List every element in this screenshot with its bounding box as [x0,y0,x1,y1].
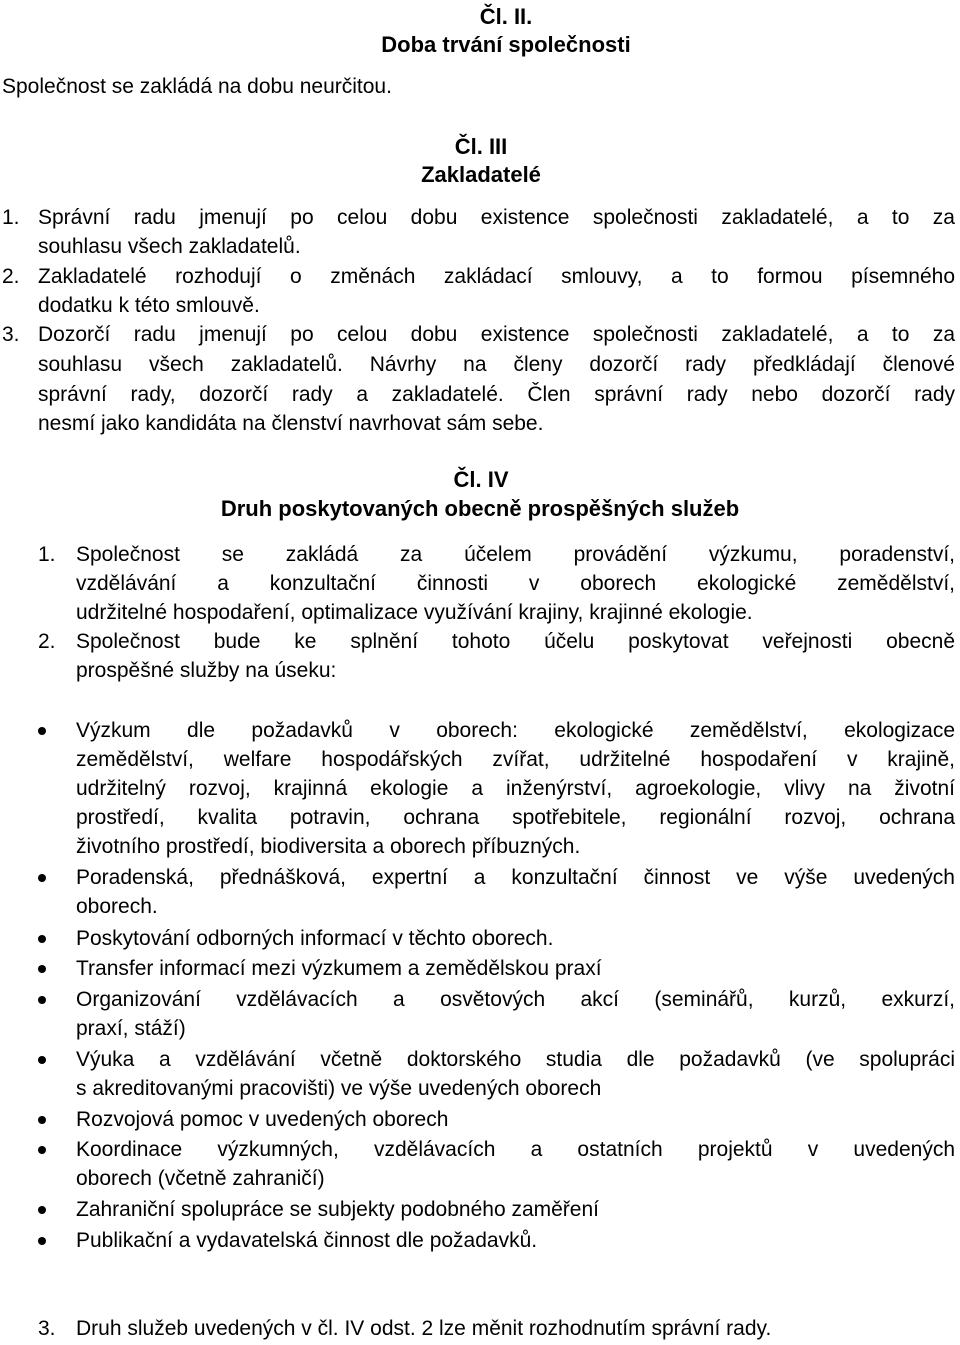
article-3-item-2-line-1: Zakladatelé rozhodují o změnách zakládací smlouvy, a to formou písemného [38,265,955,288]
bullet-8-line-1: Koordinace výzkumných, vzdělávacích a ostatních projektů v uvedených [76,1138,955,1161]
article-3-item-1-number: 1. [2,206,20,229]
bullet-3-dot [38,935,46,943]
bullet-3-line-1: Poskytování odborných informací v těchto oborech. [76,927,554,950]
article-2-text: Společnost se zakládá na dobu neurčitou. [2,75,392,98]
article-4-item-1-line-2: vzdělávání a konzultační činnosti v oborech ekologické zemědělství, [76,572,955,595]
article-3-item-2-number: 2. [2,265,20,288]
bullet-4-dot [38,965,46,973]
article-4-item-3-text: Druh služeb uvedených v čl. IV odst. 2 lze měnit rozhodnutím správní rady. [76,1317,772,1340]
article-2-title: Doba trvání společnosti [381,32,631,57]
article-3-item-2-line-2: dodatku k této smlouvě. [38,294,260,317]
bullet-7-dot [38,1116,46,1124]
bullet-9-line-1: Zahraniční spolupráce se subjekty podobného zaměření [76,1198,599,1221]
article-2-number: Čl. II. [479,4,533,29]
bullet-5-line-1: Organizování vzdělávacích a osvětových akcí (seminářů, kurzů, exkurzí, [76,988,955,1011]
article-4-item-1-number: 1. [38,543,56,566]
bullet-10-dot [38,1237,46,1245]
bullet-2-line-1: Poradenská, přednášková, expertní a konzultační činnost ve výše uvedených [76,866,955,889]
article-4-item-2-line-1: Společnost bude ke splnění tohoto účelu poskytovat veřejnosti obecně [76,630,955,653]
article-3-item-3-line-1: Dozorčí radu jmenují po celou dobu existence společnosti zakladatelé, a to za [38,323,955,346]
bullet-2-dot [38,874,46,882]
bullet-8-dot [38,1146,46,1154]
bullet-5-line-2: praxí, stáží) [76,1017,186,1040]
bullet-5-dot [38,996,46,1004]
article-4-item-3-number: 3. [38,1317,56,1340]
bullet-6-dot [38,1056,46,1064]
bullet-8-line-2: oborech (včetně zahraničí) [76,1167,325,1190]
article-3-item-3-line-4: nesmí jako kandidáta na členství navrhovat sám sebe. [38,412,544,435]
bullet-1-line-5: životního prostředí, biodiversita a oborech příbuzných. [76,835,581,858]
article-4-item-2-line-2: prospěšné služby na úseku: [76,659,337,682]
bullet-1-line-3: udržitelný rozvoj, krajinná ekologie a inženýrství, agroekologie, vlivy na životní [76,777,955,800]
bullet-1-line-1: Výzkum dle požadavků v oborech: ekologické zemědělství, ekologizace [76,719,955,742]
article-3-item-1-line-1: Správní radu jmenují po celou dobu existence společnosti zakladatelé, a to za [38,206,955,229]
bullet-1-line-2: zemědělství, welfare hospodářských zvířat, udržitelné hospodaření v krajině, [76,748,955,771]
article-3-item-3-line-3: správní rady, dozorčí rady a zakladatelé. Člen správní rady nebo dozorčí rady [38,383,955,406]
bullet-10-line-1: Publikační a vydavatelská činnost dle požadavků. [76,1229,538,1252]
article-4-item-1-line-1: Společnost se zakládá za účelem provádění výzkumu, poradenství, [76,543,955,566]
article-3-item-1-line-2: souhlasu všech zakladatelů. [38,235,301,258]
article-3-item-3-number: 3. [2,323,20,346]
bullet-6-line-2: s akreditovanými pracovišti) ve výše uvedených oborech [76,1077,602,1100]
bullet-1-line-4: prostředí, kvalita potravin, ochrana spotřebitele, regionální rozvoj, ochrana [76,806,955,829]
bullet-4-line-1: Transfer informací mezi výzkumem a zemědělskou praxí [76,957,602,980]
article-3-title: Zakladatelé [421,162,541,187]
article-4-item-2-number: 2. [38,630,56,653]
article-3-item-3-line-2: souhlasu všech zakladatelů. Návrhy na členy dozorčí rady předkládají členové [38,353,955,376]
article-4-item-1-line-3: udržitelné hospodaření, optimalizace využívání krajiny, krajinné ekologie. [76,601,753,624]
bullet-6-line-1: Výuka a vzdělávání včetně doktorského studia dle požadavků (ve spolupráci [76,1048,955,1071]
bullet-1-dot [38,727,46,735]
bullet-2-line-2: oborech. [76,895,158,918]
article-4-title: Druh poskytovaných obecně prospěšných služeb [220,496,740,521]
article-4-number: Čl. IV [453,467,509,492]
article-3-number: Čl. III [454,134,508,159]
bullet-7-line-1: Rozvojová pomoc v uvedených oborech [76,1108,449,1131]
bullet-9-dot [38,1206,46,1214]
